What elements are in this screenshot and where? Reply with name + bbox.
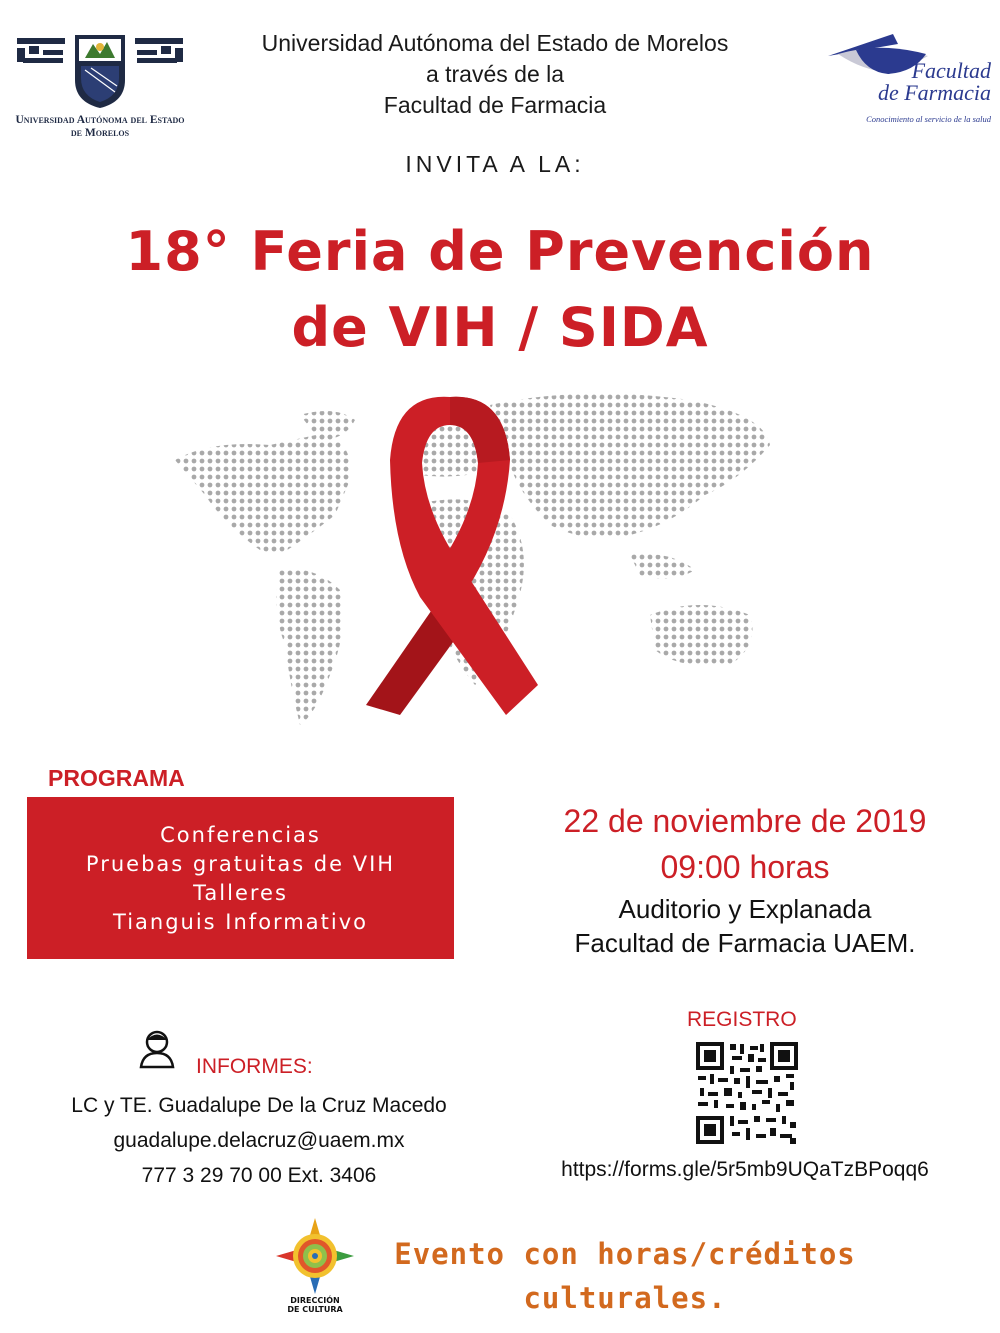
faculty-title-line2: de Farmacia — [877, 80, 991, 105]
program-item: Talleres — [193, 881, 288, 905]
event-date: 22 de noviembre de 2019 — [563, 803, 927, 839]
contact-name: LC y TE. Guadalupe De la Cruz Macedo — [71, 1094, 447, 1117]
event-venue-line1: Auditorio y Explanada — [618, 894, 872, 924]
faculty-title-line1: Facultad — [911, 58, 991, 83]
event-title-line2: de VIH / SIDA — [291, 296, 709, 359]
invite-line: INVITA A LA: — [405, 151, 585, 177]
cultura-line2: DE CULTURA — [287, 1305, 343, 1314]
contact-block — [30, 1088, 488, 1193]
header-line-university: Universidad Autónoma del Estado de Morelos — [261, 30, 729, 56]
cultural-credits-note — [375, 1232, 875, 1320]
registro-label: REGISTRO — [687, 1008, 797, 1031]
qr-code-icon[interactable] — [696, 1042, 798, 1144]
credits-line2: culturales. — [523, 1281, 727, 1315]
informes-label: INFORMES: — [196, 1055, 313, 1078]
person-icon — [137, 1027, 177, 1069]
event-venue-line2: Facultad de Farmacia UAEM. — [574, 928, 916, 958]
uaem-crest-icon — [15, 30, 185, 110]
event-info — [520, 800, 970, 960]
faculty-slogan: Conocimiento al servicio de la salud — [866, 114, 991, 124]
facultad-farmacia-logo — [800, 22, 995, 142]
program-box — [27, 797, 454, 959]
contact-phone: 777 3 29 70 00 Ext. 3406 — [141, 1164, 377, 1187]
illustration — [150, 385, 790, 775]
program-item: Pruebas gratuitas de VIH — [85, 852, 396, 876]
cultura-line1: DIRECCIÓN — [290, 1296, 340, 1305]
uaem-logo — [10, 30, 190, 155]
event-time: 09:00 horas — [660, 849, 830, 885]
credits-line1: Evento con horas/créditos — [394, 1237, 856, 1271]
program-item: Tianguis Informativo — [113, 910, 368, 934]
red-awareness-ribbon-icon — [300, 385, 600, 715]
sun-compass-icon — [270, 1218, 360, 1296]
header-text — [195, 28, 795, 121]
uaem-logo-text: Universidad Autónoma del Estado de Morelos — [15, 114, 185, 139]
header-line-faculty: Facultad de Farmacia — [383, 92, 607, 118]
direccion-cultura-logo — [270, 1218, 360, 1322]
registration-url[interactable]: https://forms.gle/5r5mb9UQaTzBPoqq6 — [561, 1158, 929, 1181]
contact-email[interactable]: guadalupe.delacruz@uaem.mx — [113, 1129, 405, 1152]
program-heading: PROGRAMA — [48, 765, 185, 791]
program-item: Conferencias — [160, 823, 321, 847]
header-line-through: a través de la — [425, 61, 565, 87]
event-title-line1: 18° Feria de Prevención — [125, 220, 875, 283]
event-title — [20, 214, 980, 366]
